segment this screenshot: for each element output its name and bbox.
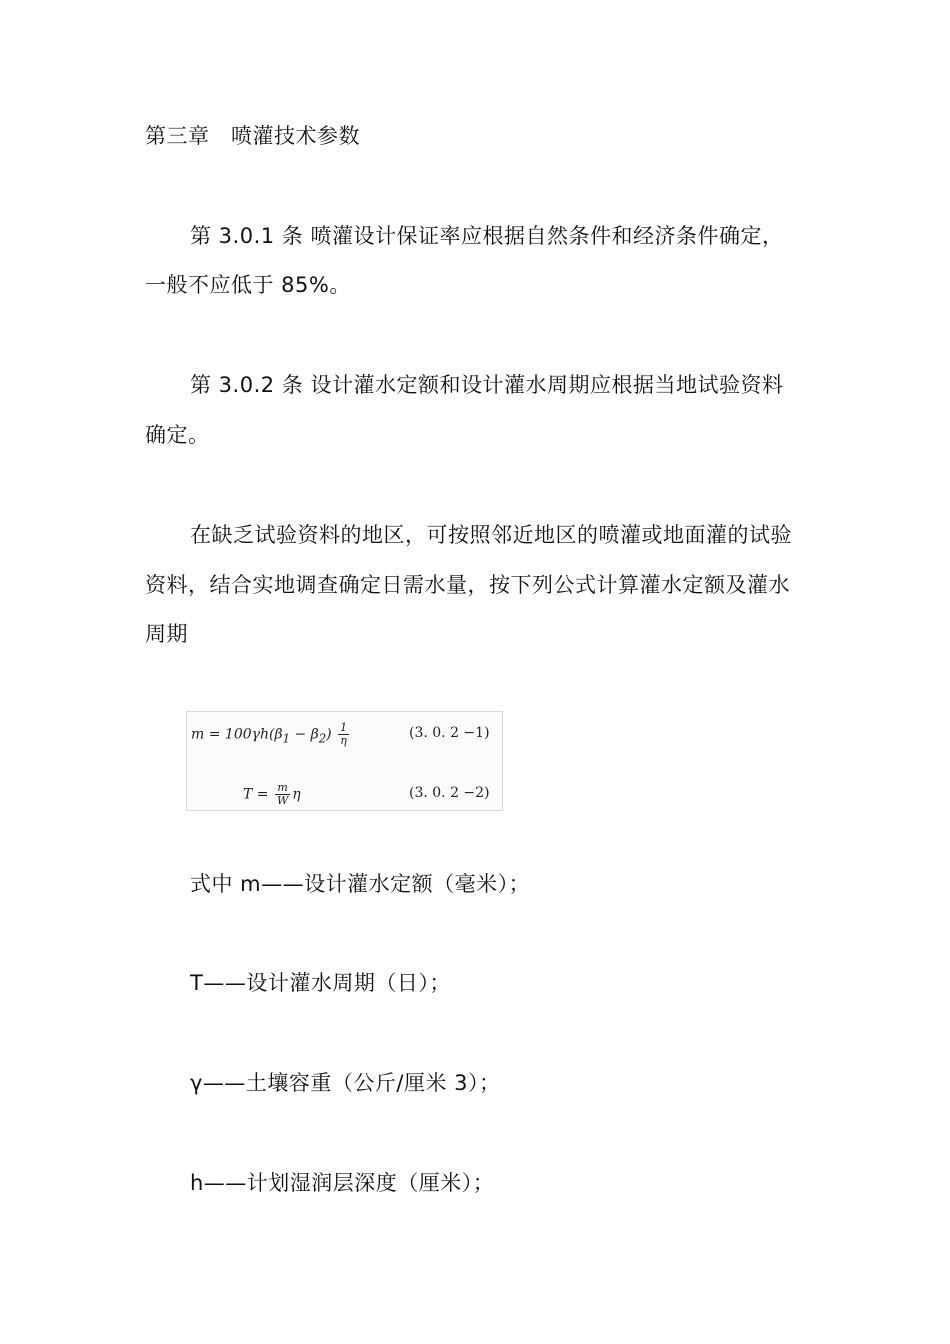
formula-1 [191, 722, 351, 747]
formula-2-tail: η [292, 786, 301, 803]
formula-1-fraction [338, 722, 349, 747]
formula-2-denominator: W [276, 794, 289, 807]
definition-line: γ——土壤容重（公斤/厘米 3）； [190, 1071, 501, 1095]
paragraph-line: 一般不应低于 85%。 [145, 273, 351, 297]
paragraph-line: 周期 [145, 622, 188, 646]
paragraph-line: 确定。 [145, 423, 210, 447]
formula-image [186, 711, 503, 811]
formula-2-numerator: m [275, 782, 290, 795]
paragraph-line: 在缺乏试验资料的地区，可按照邻近地区的喷灌或地面灌的试验 [190, 523, 792, 547]
formula-1-denominator: η [340, 734, 347, 747]
paragraph-line: 资料，结合实地调查确定日需水量，按下列公式计算灌水定额及灌水 [145, 573, 790, 597]
definition-line: T——设计灌水周期（日）； [190, 971, 451, 995]
formula-1-numerator: 1 [340, 721, 348, 734]
chapter-title: 第三章 喷灌技术参数 [145, 124, 360, 148]
paragraph-line: 第 3.0.1 条 喷灌设计保证率应根据自然条件和经济条件确定， [190, 224, 784, 248]
equation-number-2: (3. 0. 2 −2) [409, 785, 490, 801]
formula-1-tail: ) [326, 726, 332, 743]
formula-2 [243, 782, 301, 807]
formula-1-sub1: 1 [282, 731, 290, 746]
formula-1-sub2: 2 [318, 731, 327, 746]
definition-line: 式中 m——设计灌水定额（毫米）； [190, 872, 531, 896]
formula-1-mid: − β [290, 726, 319, 743]
formula-2-lhs: T = [243, 786, 273, 803]
paragraph-line: 第 3.0.2 条 设计灌水定额和设计灌水周期应根据当地试验资料 [190, 373, 784, 397]
formula-2-fraction [275, 782, 290, 807]
formula-1-lhs: m = 100γh(β [191, 726, 283, 743]
equation-number-1: (3. 0. 2 −1) [409, 725, 490, 741]
definition-line: h——计划湿润层深度（厘米）； [190, 1171, 495, 1195]
